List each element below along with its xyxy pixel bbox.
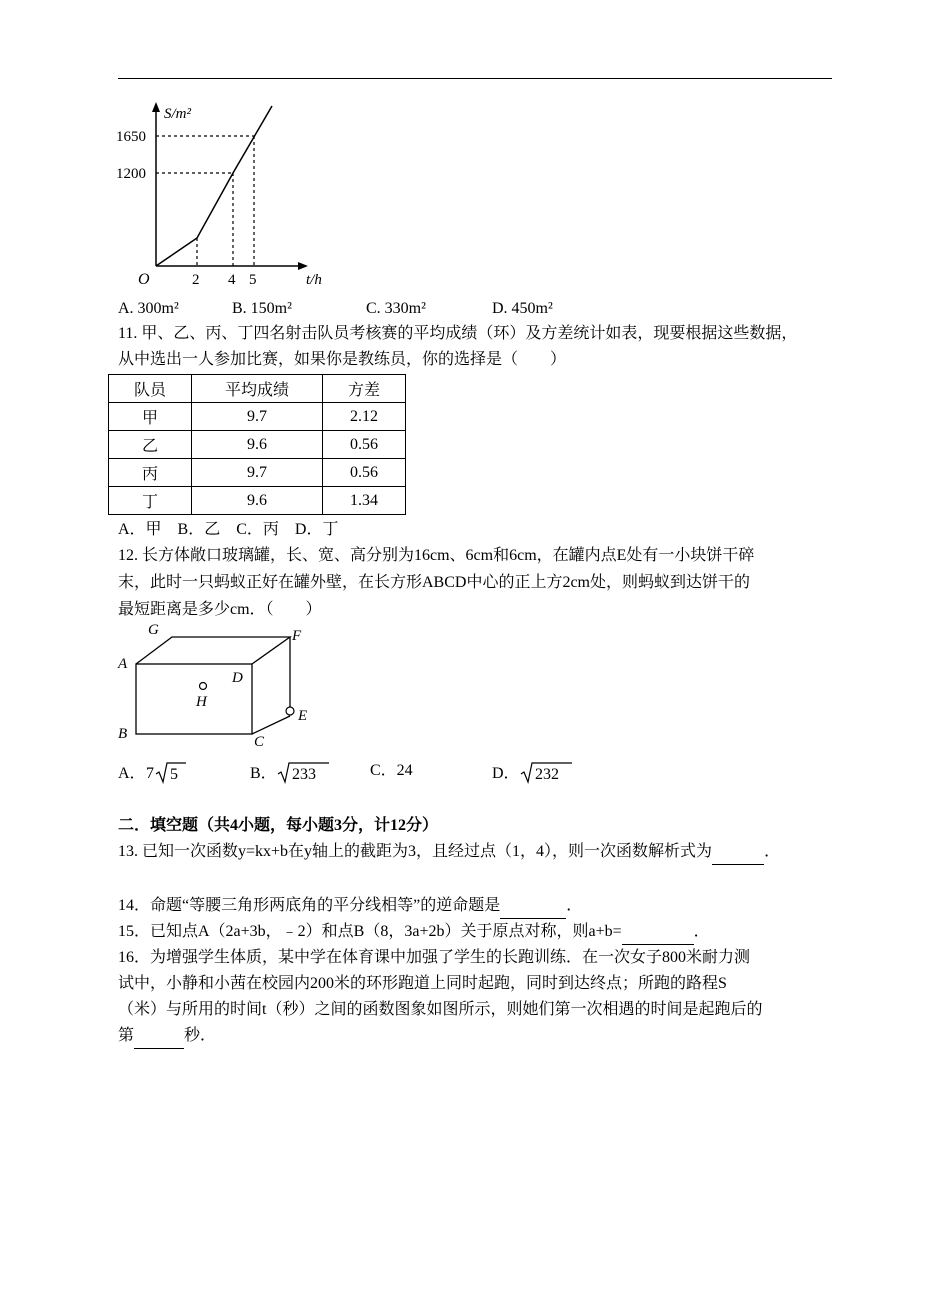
option-b-radicand: 233 — [291, 766, 316, 783]
q16-line4-pre: 第 — [118, 1027, 135, 1044]
q10-option-c: C. 330m² — [366, 300, 426, 317]
graph-ytick: 1200 — [116, 166, 146, 182]
table-cell: 9.6 — [192, 487, 323, 515]
q11-stem-line1: 11. 甲、乙、丙、丁四名射击队员考核赛的平均成绩（环）及方差统计如表，现要根据这些数据， — [118, 325, 798, 342]
graph-ytick: 1650 — [116, 129, 146, 145]
scores-table — [108, 374, 406, 515]
table-cell: 丁 — [109, 487, 192, 515]
q15-tail: ． — [693, 923, 710, 940]
table-header: 队员 — [109, 375, 192, 403]
graph-xtick: 2 — [192, 272, 200, 288]
q11-stem-line2: 从中选出一人参加比赛，如果你是教练员，你的选择是（ ） — [118, 351, 567, 368]
option-a-radical — [146, 760, 190, 784]
vertex-label-a: A — [118, 656, 128, 672]
q15-text: 15．已知点A（2a+3b，﹣2）和点B（8，3a+2b）关于原点对称，则a+b= — [118, 923, 622, 940]
q13-text: 13. 已知一次函数y=kx+b在y轴上的截距为3，且经过点（1，4），则一次函数解析式为 — [118, 843, 713, 860]
q10-option-b: B. 150m² — [232, 300, 292, 317]
point-label-h: H — [196, 694, 207, 710]
q15-answer-blank — [622, 920, 694, 945]
graph-origin: O — [138, 271, 150, 288]
q13-line — [118, 840, 780, 865]
q16-line2: 试中，小静和小茜在校园内200米的环形跑道上同时起跑，同时到达终点；所跑的路程S — [118, 975, 727, 992]
table-cell: 1.34 — [323, 487, 406, 515]
graph-xtick: 5 — [249, 272, 257, 288]
table-row — [109, 403, 406, 431]
q13-tail: ． — [764, 843, 781, 860]
table-cell: 9.6 — [192, 431, 323, 459]
option-a-prefix: A． — [118, 765, 146, 782]
table-cell: 2.12 — [323, 403, 406, 431]
table-cell: 丙 — [109, 459, 192, 487]
q15-line — [118, 920, 710, 945]
q12-stem-line2: 末，此时一只蚂蚁正好在罐外壁，在长方形ABCD中心的正上方2cm处，则蚂蚁到达饼干的 — [118, 574, 751, 591]
vertex-label-d: D — [232, 670, 243, 686]
q14-text: 14．命题“等腰三角形两底角的平分线相等”的逆命题是 — [118, 897, 501, 914]
q16-line1: 16．为增强学生体质，某中学在体育课中加强了学生的长跑训练．在一次女子800米耐力测 — [118, 949, 751, 966]
q16-line3: （米）与所用的时间t（秒）之间的函数图象如图所示，则她们第一次相遇的时间是起跑后的 — [118, 1001, 763, 1018]
q16-line4-post: 秒． — [184, 1027, 217, 1044]
option-d-prefix: D． — [492, 765, 520, 782]
vertex-label-g: G — [148, 622, 159, 638]
table-cell: 0.56 — [323, 459, 406, 487]
q14-answer-blank — [500, 894, 566, 919]
q11-options: A．甲 B．乙 C．丙 D．丁 — [118, 521, 339, 538]
q16-line4 — [118, 1024, 216, 1049]
table-row — [109, 459, 406, 487]
q12-option-b — [250, 760, 331, 785]
q12-option-c: C．24 — [370, 762, 413, 779]
section-title: 二．填空题（共4小题，每小题3分，计12分） — [118, 817, 439, 834]
table-cell: 9.7 — [192, 459, 323, 487]
table-header-row — [109, 375, 406, 403]
graph-xlabel: t/h — [306, 272, 322, 288]
table-cell: 甲 — [109, 403, 192, 431]
vertex-label-b: B — [118, 726, 128, 742]
option-d-radicand: 232 — [534, 766, 559, 783]
option-a-coef: 7 — [145, 765, 154, 782]
option-a-radicand: 5 — [169, 766, 178, 783]
q16-answer-blank — [134, 1024, 184, 1049]
q12-option-a — [118, 760, 190, 785]
table-cell: 9.7 — [192, 403, 323, 431]
q14-tail: ． — [566, 897, 583, 914]
table-header: 方差 — [323, 375, 406, 403]
vertex-label-f: F — [292, 628, 302, 644]
option-b-radical — [277, 760, 331, 784]
q10-option-a: A. 300m² — [118, 300, 179, 317]
option-d-radical — [520, 760, 574, 784]
q13-answer-blank — [712, 840, 764, 865]
table-row — [109, 487, 406, 515]
option-b-prefix: B． — [250, 765, 277, 782]
q14-line — [118, 894, 582, 919]
table-cell: 乙 — [109, 431, 192, 459]
area-time-graph — [112, 100, 342, 290]
q12-option-d — [492, 760, 574, 785]
graph-ylabel: S/m² — [164, 106, 191, 122]
graph-xtick: 4 — [228, 272, 236, 288]
cuboid-figure — [112, 620, 322, 750]
q12-stem-line1: 12. 长方体敞口玻璃罐，长、宽、高分别为16cm、6cm和6cm，在罐内点E处有一小块饼干碎 — [118, 547, 755, 564]
point-label-e: E — [298, 708, 308, 724]
vertex-label-c: C — [254, 734, 265, 750]
q10-option-d: D. 450m² — [492, 300, 553, 317]
table-header: 平均成绩 — [192, 375, 323, 403]
q12-stem-line3: 最短距离是多少cm．（ ） — [118, 601, 322, 618]
table-cell: 0.56 — [323, 431, 406, 459]
header-rule — [118, 78, 832, 79]
table-row — [109, 431, 406, 459]
